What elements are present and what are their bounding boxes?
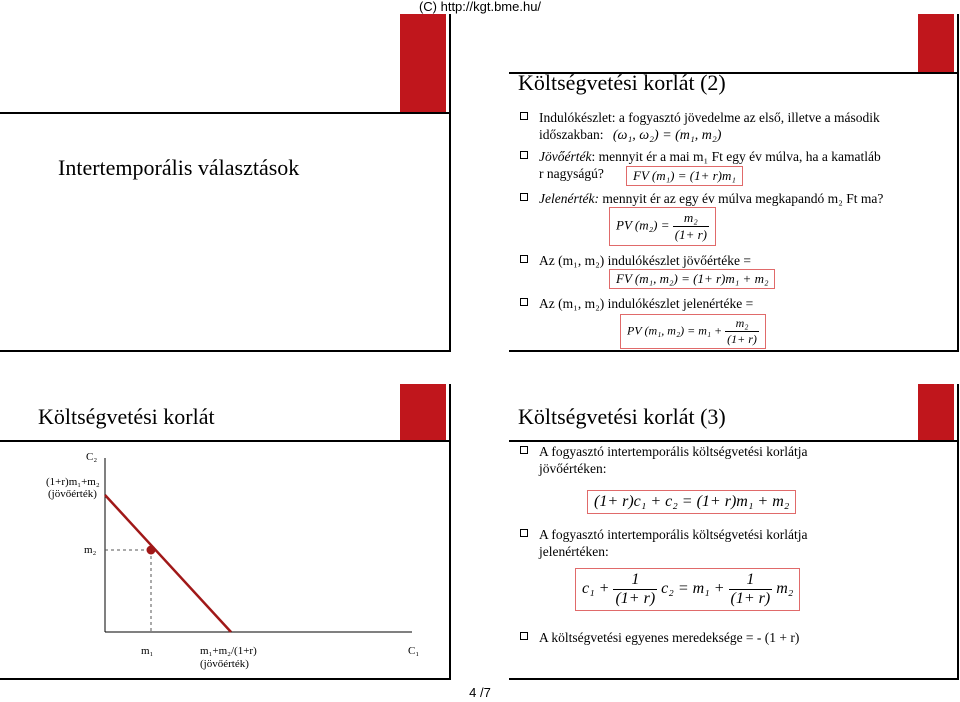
formula-denominator: (1+ r): [727, 332, 757, 346]
slide-title: Intertemporális választások: [58, 155, 300, 180]
slide-accent-line: [509, 440, 957, 442]
bullet-text: : mennyit ér a mai m₁ Ft egy év múlva, ha a kamatláb: [591, 149, 881, 164]
bullet-box-icon: [520, 298, 528, 306]
budget-line: [105, 495, 231, 632]
slide-accent-bar: [918, 384, 954, 442]
term-present-value: Jelenérték:: [539, 191, 599, 206]
formula-fv-constraint: (1+ r)c₁ + c₂ = (1+ r)m₁ + m₂: [587, 490, 796, 514]
budget-line-diagram: [0, 384, 449, 678]
endowment-point: [147, 546, 156, 555]
bullet-fv-constraint: [520, 443, 950, 477]
bullet-text: jelenértéken:: [539, 544, 609, 559]
bullet-endowment: [520, 109, 950, 144]
page-number: 4 /7: [469, 685, 491, 700]
slide-title: Költségvetési korlát (2): [518, 70, 726, 95]
bullet-box-icon: [520, 112, 528, 120]
bullet-text: A költségvetési egyenes meredeksége = - (1 + r): [539, 630, 800, 645]
bullet-box-icon: [520, 193, 528, 201]
formula-fv-m1: FV (m₁) = (1+ r)m₁: [626, 166, 743, 186]
formula-lhs: PV (m₁, m₂) = m₁ +: [627, 323, 723, 338]
formula-term: c₂ = m₁ +: [661, 580, 725, 598]
slide-accent-line: [0, 112, 449, 114]
y-axis-label: C₂: [86, 451, 98, 463]
bullet-endowment-pv: [520, 295, 950, 312]
header-url: (C) http://kgt.bme.hu/: [418, 0, 542, 14]
formula-fv-endowment: FV (m₁, m₂) = (1+ r)m₁ + m₂: [609, 269, 775, 289]
slide-accent-bar: [918, 14, 954, 74]
slide-title: Költségvetési korlát: [38, 404, 215, 429]
bullet-text: időszakban:: [539, 127, 604, 142]
formula-lhs: PV (m₂) =: [616, 217, 670, 233]
x-label-m1: m₁: [141, 645, 154, 657]
bullet-box-icon: [520, 632, 528, 640]
formula-numerator: m₂: [673, 210, 709, 227]
bullet-pv-constraint: [520, 526, 950, 560]
formula-numerator: 1: [613, 571, 657, 590]
formula-pv-endowment: [620, 314, 766, 349]
formula-endowment: (ω₁, ω₂) = (m₁, m₂): [612, 128, 722, 143]
bullet-text: Indulókészlet: a fogyasztó jövedelme az első, illetve a második: [539, 110, 880, 125]
formula-pv-m2: [609, 207, 716, 246]
slide-1: [0, 14, 451, 352]
formula-denominator: (1+ r): [615, 590, 656, 607]
bullet-endowment-fv: [520, 252, 950, 269]
bullet-box-icon: [520, 151, 528, 159]
x-axis-label: C₁: [408, 645, 420, 657]
bullet-box-icon: [520, 255, 528, 263]
bullet-box-icon: [520, 446, 528, 454]
bullet-box-icon: [520, 529, 528, 537]
y-label-future-value: (1+r)m₁+m₂: [46, 476, 100, 488]
formula-numerator: 1: [729, 571, 773, 590]
slide-accent-bar: [400, 14, 446, 114]
y-label-future-value-note: (jövőérték): [48, 488, 97, 500]
slide-4: [509, 384, 959, 680]
bullet-text: A fogyasztó intertemporális költségvetési korlátja: [539, 444, 808, 459]
bullet-text: mennyit ér az egy év múlva megkapandó m₂ Ft ma?: [598, 191, 884, 206]
formula-numerator: m₂: [725, 316, 759, 332]
bullet-text: Az (m₁, m₂) indulókészlet jelenértéke =: [539, 296, 754, 311]
bullet-text: A fogyasztó intertemporális költségvetési korlátja: [539, 527, 808, 542]
formula-term: c₁ +: [582, 580, 610, 598]
bullet-text: Az (m₁, m₂) indulókészlet jövőértéke =: [539, 253, 751, 268]
formula-denominator: (1+ r): [674, 227, 707, 242]
slide-2: [509, 14, 959, 352]
bullet-present-value: [520, 190, 950, 207]
formula-term: m₂: [776, 580, 794, 598]
formula-denominator: (1+ r): [730, 590, 771, 607]
bullet-text: jövőértéken:: [539, 461, 607, 476]
y-label-m2: m₂: [84, 544, 97, 556]
bullet-slope: [520, 629, 950, 646]
x-label-present-value-note: (jövőérték): [200, 658, 249, 670]
x-label-present-value: m₁+m₂/(1+r): [200, 645, 257, 657]
bullet-text: r nagyságú?: [539, 166, 604, 181]
term-future-value: Jövőérték: [539, 149, 592, 164]
slide-title: Költségvetési korlát (3): [518, 404, 726, 429]
formula-pv-constraint: [575, 568, 800, 611]
